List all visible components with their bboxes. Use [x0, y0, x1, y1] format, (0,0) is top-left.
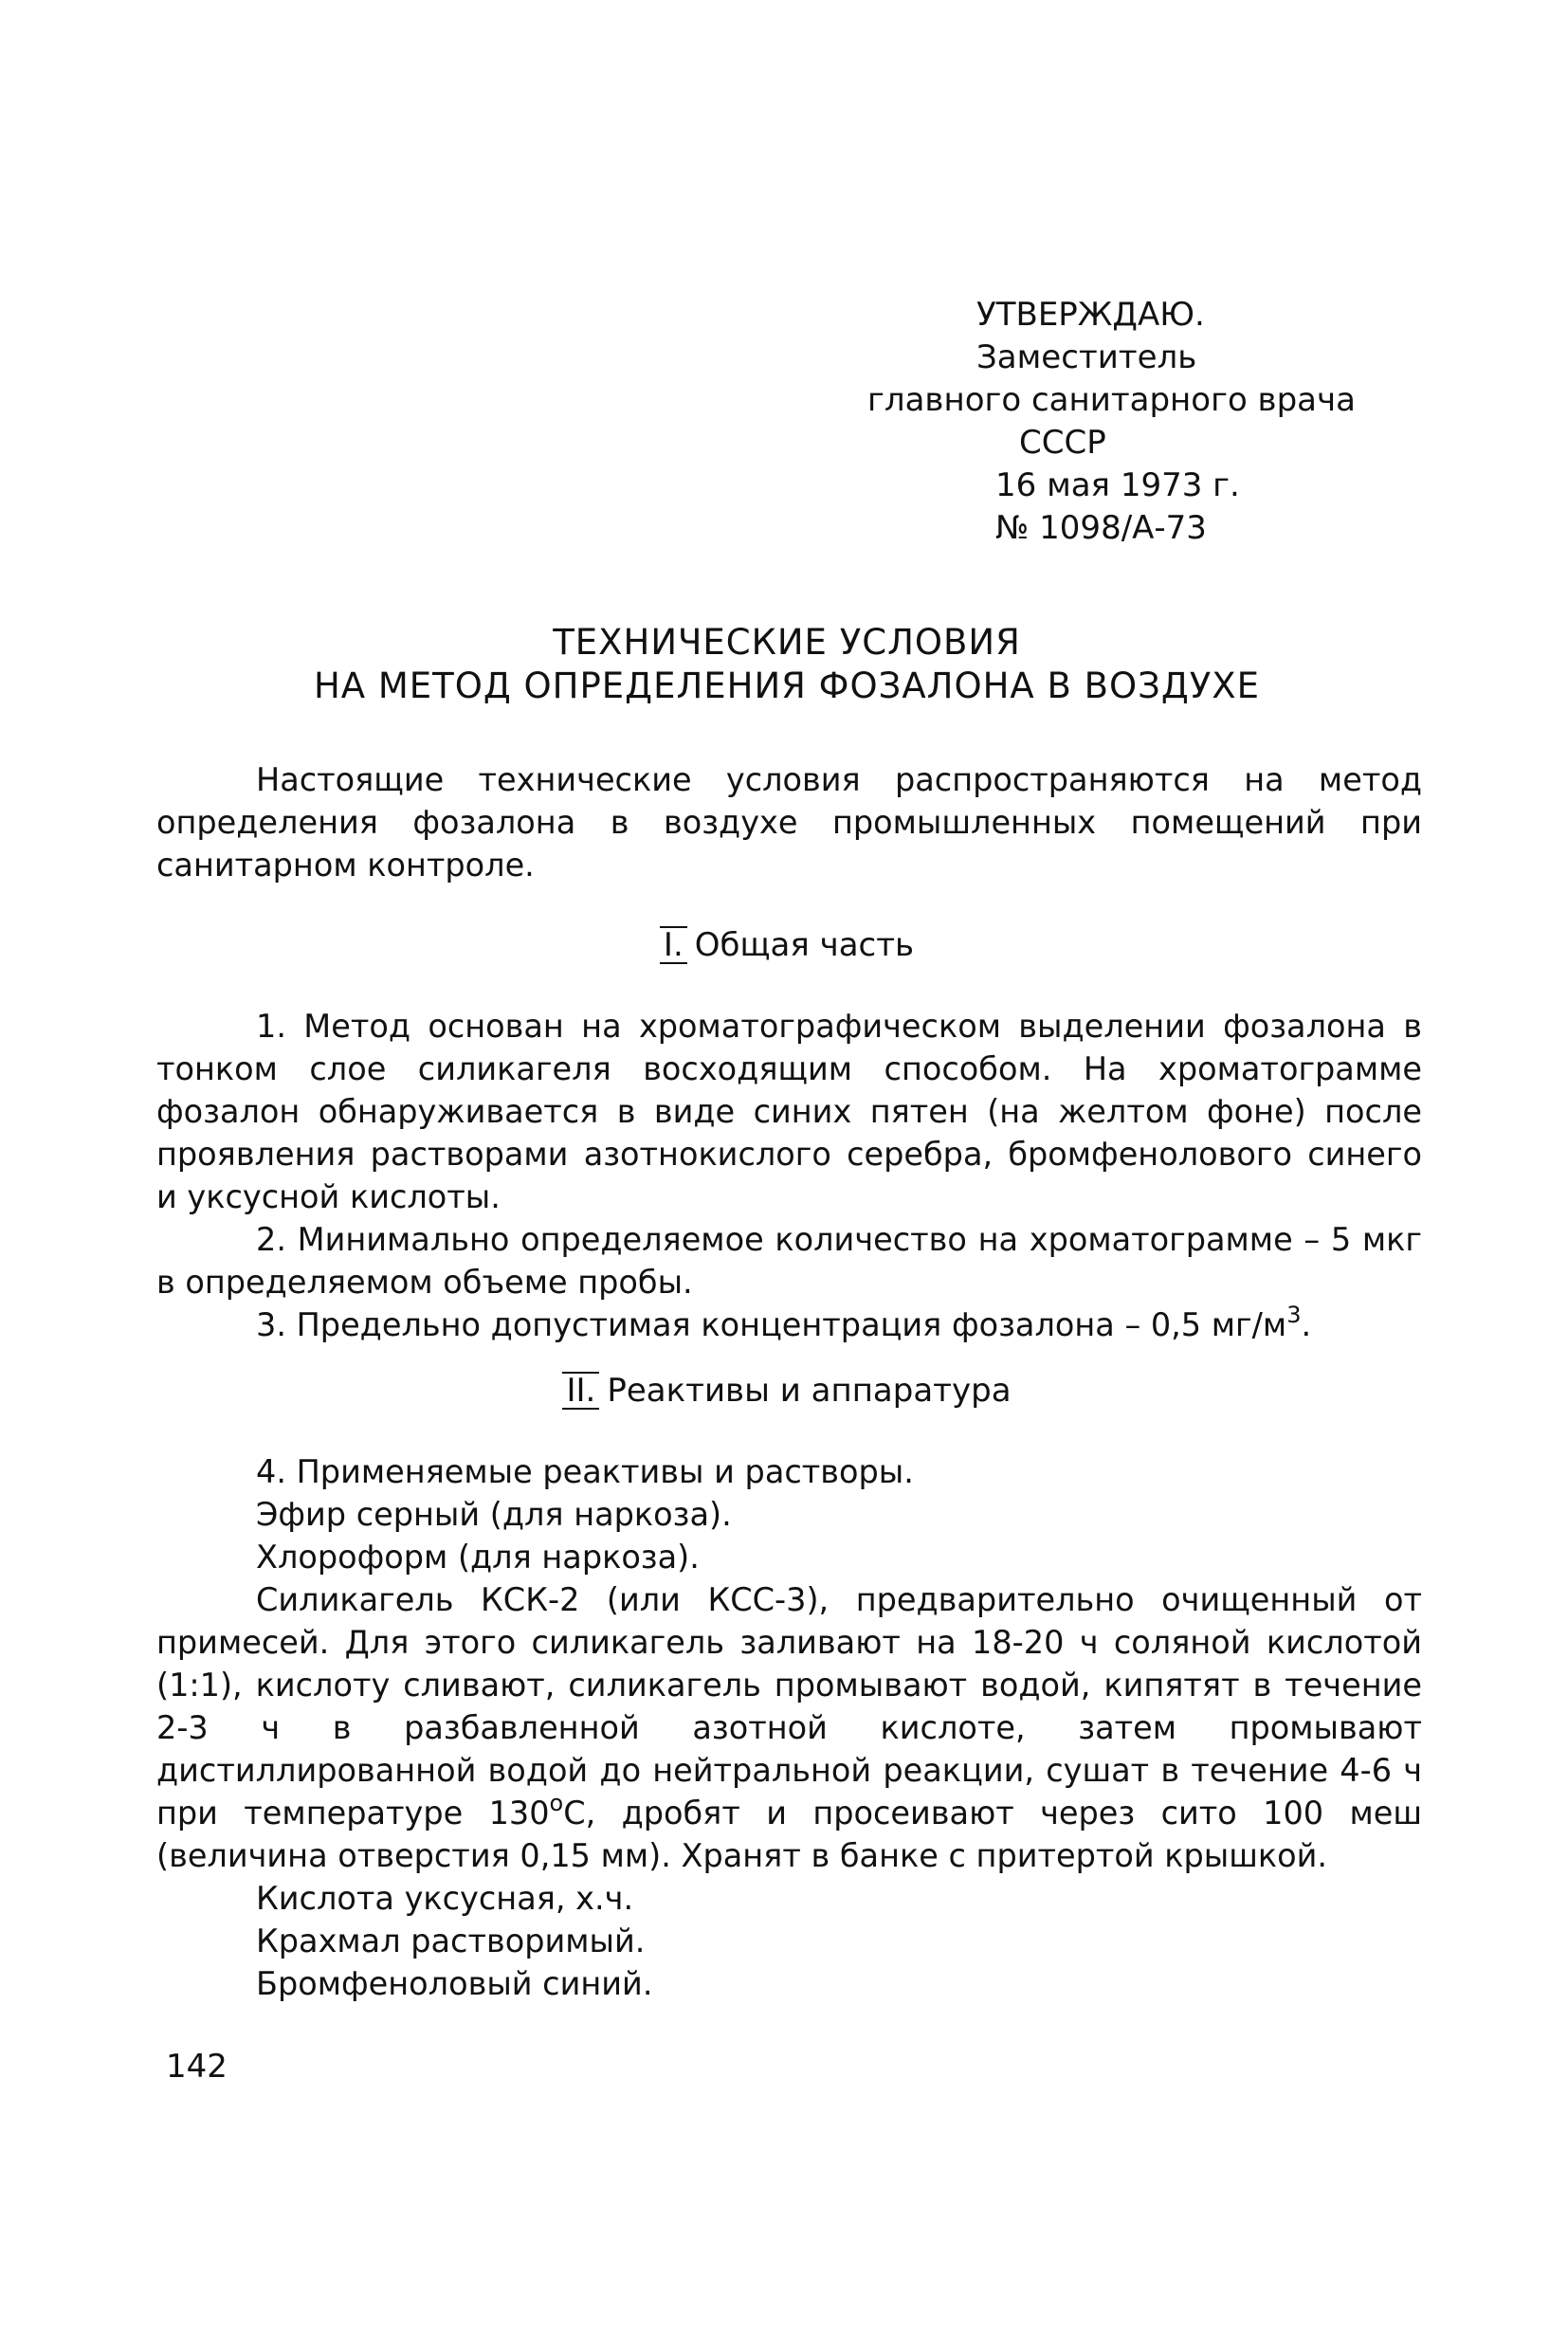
section-1-title: Общая часть — [694, 926, 915, 964]
paragraph-3-end: . — [1301, 1306, 1312, 1343]
silica-gel-text-a: Силикагель КСК-2 (или КСС-3), предварительно очищенный от примесей. Для этого силикагель заливают на 18-20 ч соляной кислотой (1:1), кислоту сливают, силикагель промывают водой, кипятят в течение 2-3 ч в разбавленной азотной кислоте, затем промывают дистиллированной водой до нейтральной реакции, сушат в течение 4-6 ч при температуре 130 — [156, 1581, 1422, 1832]
approval-stamp — [853, 294, 1422, 550]
paragraph-4: 4. Применяемые реактивы и растворы. — [256, 1453, 914, 1490]
silica-gel-text-b: С, дробят и просеивают через сито 100 меш (величина отверстия 0,15 мм). Хранят в банке с притертой крышкой. — [156, 1795, 1422, 1874]
paragraph-3-text: 3. Предельно допустимая концентрация фозалона – 0,5 мг/м — [256, 1306, 1287, 1343]
section-2-numeral: II. — [562, 1372, 599, 1410]
reagent-item-1: Эфир серный (для наркоза). — [256, 1496, 732, 1533]
reagent-item-2: Хлороформ (для наркоза). — [256, 1539, 700, 1576]
title-line-2: НА МЕТОД ОПРЕДЕЛЕНИЯ ФОЗАЛОНА В ВОЗДУХЕ — [313, 665, 1261, 706]
approval-line-4: СССР — [1019, 424, 1106, 462]
section-2-title: Реактивы и аппаратура — [607, 1372, 1012, 1410]
approval-line-2: Заместитель — [976, 338, 1197, 376]
section-1-body — [156, 1005, 1422, 1346]
approval-line-5: 16 мая 1973 г. — [995, 466, 1240, 504]
document-title — [152, 621, 1422, 708]
approval-line-3: главного санитарного врача — [867, 381, 1356, 419]
intro-paragraph: Настоящие технические условия распространяются на метод определения фозалона в воздухе промышленных помещений при санитарном контроле. — [156, 761, 1422, 884]
reagent-item-5: Бромфеноловый синий. — [256, 1965, 653, 2002]
approval-line-1: УТВЕРЖДАЮ. — [976, 296, 1205, 334]
section-1-heading — [152, 924, 1422, 967]
silica-gel-paragraph — [156, 1578, 1422, 1877]
paragraph-3 — [156, 1303, 1422, 1346]
section-2-body — [156, 1450, 1422, 2005]
paragraph-1: 1. Метод основан на хроматографическом выделении фозалона в тонком слое силикагеля восходящим способом. На хроматограмме фозалон обнаруживается в виде синих пятен (на желтом фоне) после проявления растворами азотнокислого серебра, бромфенолового синего и уксусной кислоты. — [156, 1008, 1422, 1215]
section-1-numeral: I. — [660, 926, 687, 964]
paragraph-2: 2. Минимально определяемое количество на хроматограмме – 5 мкг в определяемом объеме пробы. — [156, 1221, 1422, 1301]
paragraph-3-superscript: 3 — [1286, 1302, 1302, 1328]
reagent-item-3: Кислота уксусная, х.ч. — [256, 1880, 634, 1917]
approval-line-6: № 1098/А-73 — [995, 509, 1207, 547]
reagent-item-4: Крахмал растворимый. — [256, 1923, 646, 1959]
title-line-1: ТЕХНИЧЕСКИЕ УСЛОВИЯ — [553, 622, 1021, 663]
degree-superscript: o — [549, 1790, 564, 1816]
page-number: 142 — [166, 2048, 228, 2086]
section-2-heading — [152, 1370, 1422, 1412]
